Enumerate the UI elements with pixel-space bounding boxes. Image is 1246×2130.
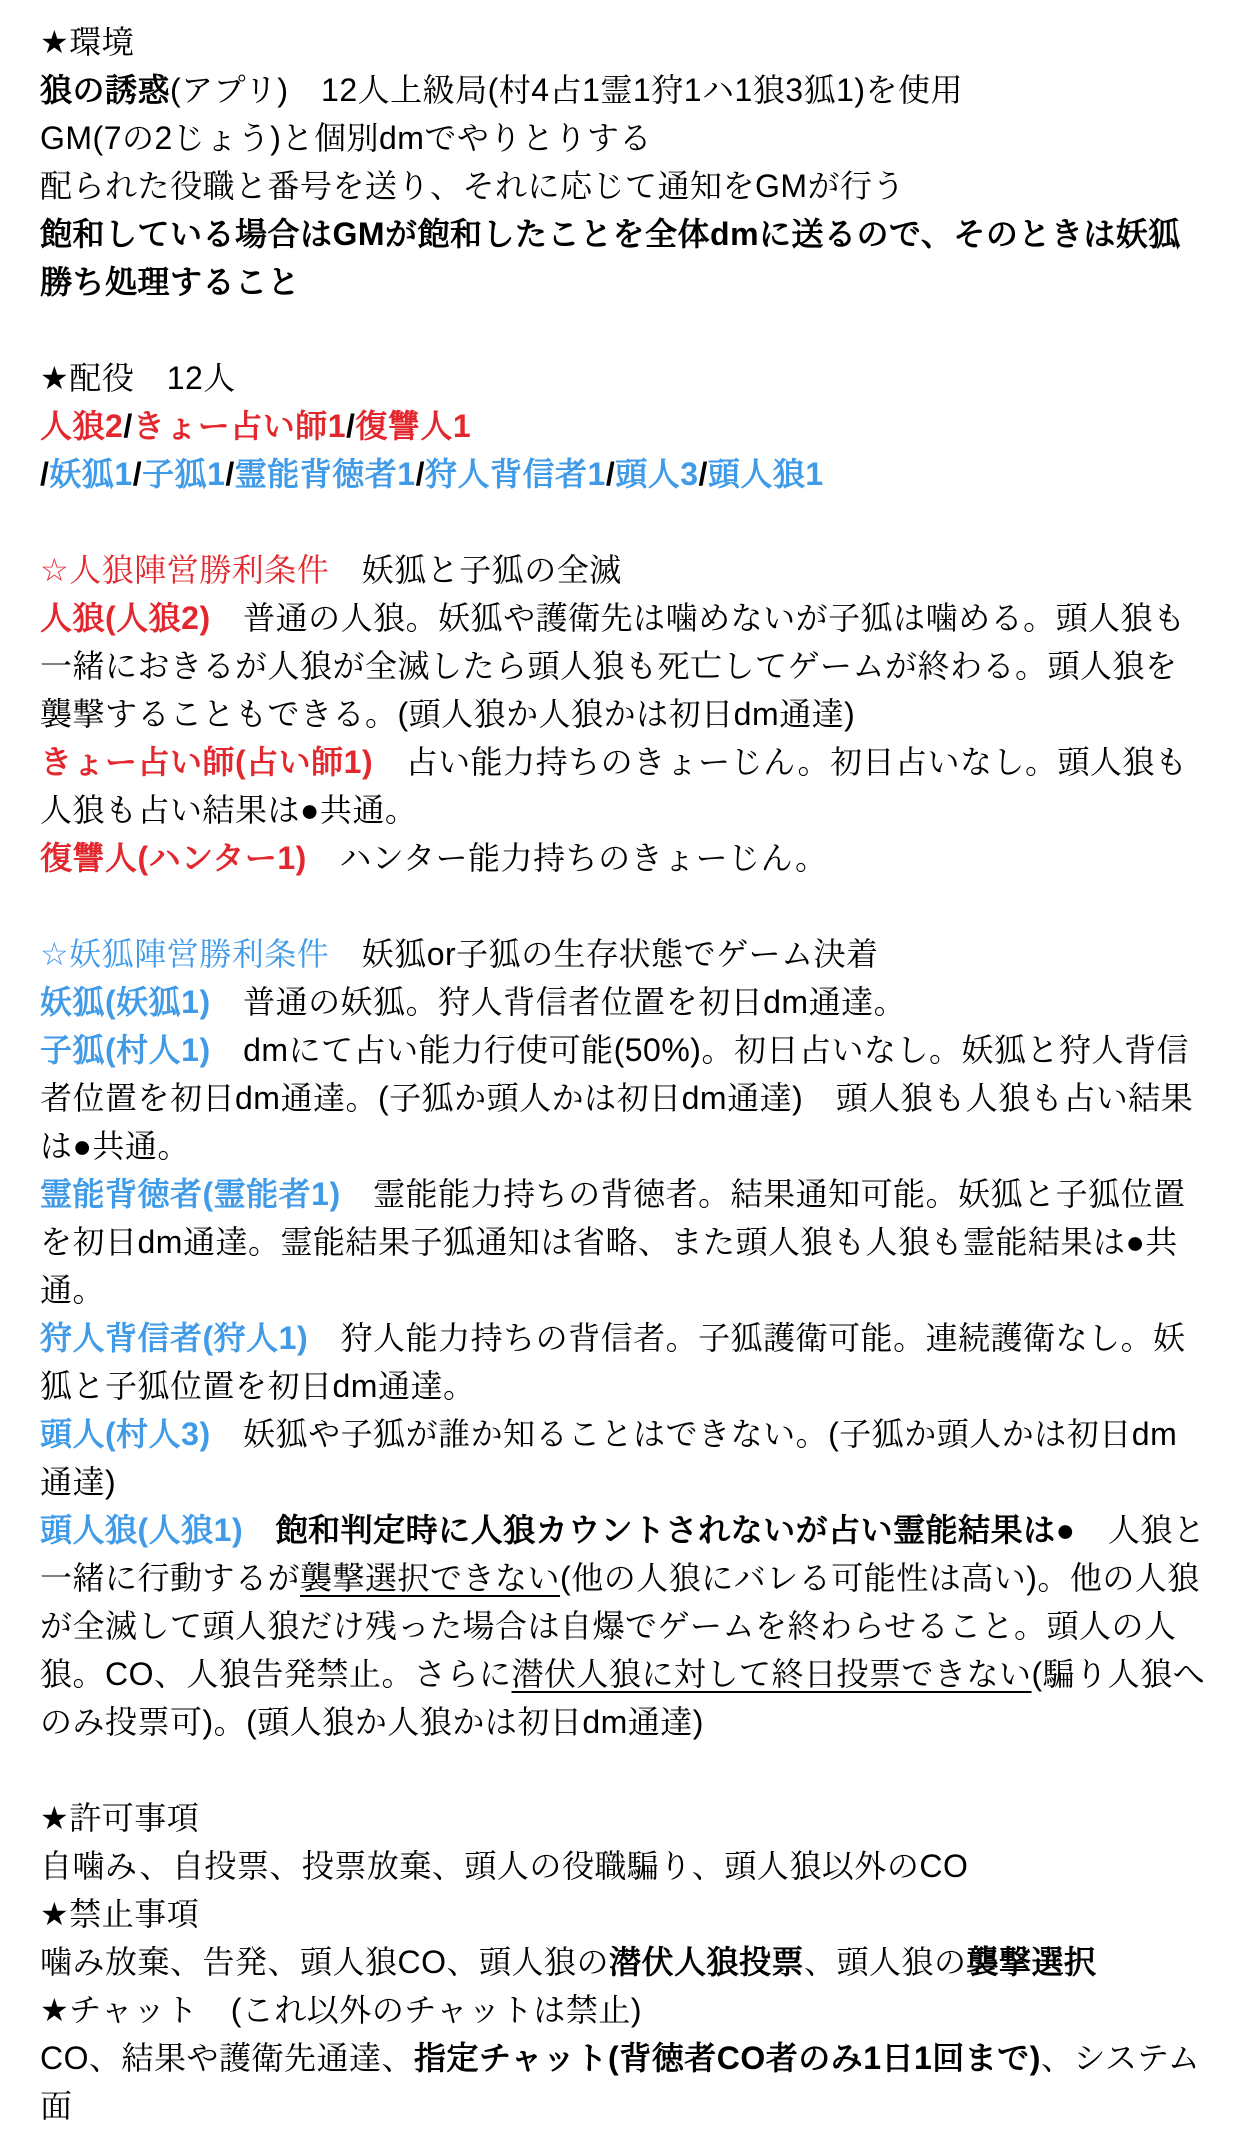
blank-line xyxy=(40,882,1206,930)
text-run: CO、結果や護衛先通達、 xyxy=(40,2040,415,2076)
paragraph xyxy=(40,1794,1206,1842)
text-run: (他の人狼にバレる可能性は高い)。他の人狼が全滅して頭人狼だけ残った場合は自爆でゲームを終わらせること。頭人の人狼。CO、人狼告発禁止。さらに xyxy=(40,1560,1200,1692)
paragraph xyxy=(40,1842,1206,1890)
paragraph xyxy=(40,1410,1206,1506)
text-run: ★チャット (これ以外のチャットは禁止) xyxy=(40,1992,643,2028)
paragraph xyxy=(40,114,1206,162)
paragraph xyxy=(40,1986,1206,2034)
text-run: 占い能力持ちのきょーじん。初日占いなし。頭人狼も人狼も占い結果は●共通。 xyxy=(40,744,1188,828)
text-run: 指定チャット(背徳者CO者のみ1日1回まで) xyxy=(414,2040,1041,2076)
text-run: 復讐人1 xyxy=(355,408,472,444)
text-run: (アプリ) 12人上級局(村4占1霊1狩1ハ1狼3狐1)を使用 xyxy=(170,72,964,108)
text-run: 霊能背徳者(霊能者1) xyxy=(40,1176,341,1212)
text-run: ハンター能力持ちのきょーじん。 xyxy=(306,840,828,876)
text-run: 潜伏人狼投票 xyxy=(609,1944,805,1980)
text-run: 子狐1 xyxy=(142,456,226,492)
text-run: / xyxy=(415,456,425,492)
text-run: ★許可事項 xyxy=(40,1800,200,1836)
paragraph xyxy=(40,1890,1206,1938)
text-run: ★環境 xyxy=(40,24,135,60)
text-run: 普通の妖狐。狩人背信者位置を初日dm通達。 xyxy=(210,984,907,1020)
paragraph xyxy=(40,450,1206,498)
text-run: 頭人狼1 xyxy=(707,456,824,492)
text-run: / xyxy=(346,408,356,444)
text-run: / xyxy=(132,456,143,492)
text-run: 妖狐や子狐が誰か知ることはできない。(子狐か頭人かは初日dm通達) xyxy=(40,1416,1178,1500)
text-run: 自噛み、自投票、投票放棄、頭人の役職騙り、頭人狼以外のCO xyxy=(40,1848,969,1884)
text-run: きょー占い師1 xyxy=(132,408,347,444)
text-run: 襲撃選択できない xyxy=(300,1560,561,1596)
paragraph xyxy=(40,738,1206,834)
text-run: 、システム面 xyxy=(40,2040,1201,2124)
text-run: 頭人狼(人狼1) xyxy=(40,1512,244,1548)
text-run: 妖狐(妖狐1) xyxy=(40,984,211,1020)
text-run: 飽和している場合はGMが飽和したことを全体dmに送るので、そのときは妖狐勝ち処理すること xyxy=(40,216,1181,300)
text-run: 狩人背信者1 xyxy=(425,456,606,492)
text-run: 普通の人狼。妖狐や護衛先は噛めないが子狐は噛める。頭人狼も一緒におきるが人狼が全滅したら頭人狼も死亡してゲームが終わる。頭人狼を襲撃することもできる。(頭人狼か人狼かは初日dm通達) xyxy=(40,600,1186,732)
text-run: / xyxy=(123,408,133,444)
blank-line xyxy=(40,1746,1206,1794)
text-run: ★配役 12人 xyxy=(40,360,236,396)
text-run: 復讐人(ハンター1) xyxy=(40,840,307,876)
text-run: GM(7の2じょう)と個別dmでやりとりする xyxy=(40,120,652,156)
paragraph xyxy=(40,594,1206,738)
text-run: 人狼(人狼2) xyxy=(40,600,211,636)
text-run: ★禁止事項 xyxy=(40,1896,200,1932)
blank-line xyxy=(40,306,1206,354)
blank-line xyxy=(40,498,1206,546)
text-run: 狼の誘惑 xyxy=(40,72,171,108)
text-run: ☆妖狐陣営勝利条件 xyxy=(40,936,330,972)
text-run: 潜伏人狼に対して終日投票できない xyxy=(511,1656,1032,1692)
paragraph xyxy=(40,66,1206,114)
paragraph xyxy=(40,546,1206,594)
text-run: 人狼と一緒に行動するが xyxy=(40,1512,1206,1596)
text-run: / xyxy=(698,456,708,492)
text-run: 飽和判定時に人狼カウントされないが占い霊能結果は● xyxy=(275,1512,1076,1548)
text-run: 、頭人狼の xyxy=(804,1944,967,1980)
text-run: 霊能背徳者1 xyxy=(234,456,416,492)
paragraph xyxy=(40,978,1206,1026)
paragraph xyxy=(40,354,1206,402)
paragraph xyxy=(40,930,1206,978)
text-run: 配られた役職と番号を送り、それに応じて通知をGMが行う xyxy=(40,168,906,204)
text-run: dmにて占い能力行使可能(50%)。初日占いなし。妖狐と狩人背信者位置を初日dm通達。(子狐か頭人かは初日dm通達) 頭人狼も人狼も占い結果は●共通。 xyxy=(40,1032,1194,1164)
text-run: 頭人(村人3) xyxy=(40,1416,211,1452)
text-run: / xyxy=(605,456,616,492)
paragraph xyxy=(40,1170,1206,1314)
text-run: 狩人能力持ちの背信者。子狐護衛可能。連続護衛なし。妖狐と子狐位置を初日dm通達。 xyxy=(40,1320,1186,1404)
text-run: 頭人3 xyxy=(615,456,699,492)
text-run: (騙り人狼へのみ投票可)。(頭人狼か人狼かは初日dm通達) xyxy=(40,1656,1206,1740)
text-run: 襲撃選択 xyxy=(966,1944,1097,1980)
paragraph xyxy=(40,1314,1206,1410)
text-run: 妖狐1 xyxy=(49,456,133,492)
paragraph xyxy=(40,1026,1206,1170)
text-run: 狩人背信者(狩人1) xyxy=(40,1320,309,1356)
paragraph xyxy=(40,210,1206,306)
paragraph xyxy=(40,1506,1206,1746)
text-run: 妖狐or子狐の生存状態でゲーム決着 xyxy=(329,936,879,972)
text-run: / xyxy=(40,456,50,492)
text-run: 子狐(村人1) xyxy=(40,1032,211,1068)
text-run: ☆人狼陣営勝利条件 xyxy=(40,552,330,588)
text-run: 人狼2 xyxy=(40,408,124,444)
text-run: 妖狐と子狐の全滅 xyxy=(329,552,622,588)
text-run xyxy=(243,1512,276,1548)
text-run: 噛み放棄、告発、頭人狼CO、頭人狼の xyxy=(40,1944,610,1980)
text-run: / xyxy=(225,456,235,492)
paragraph xyxy=(40,1938,1206,1986)
paragraph xyxy=(40,18,1206,66)
paragraph xyxy=(40,162,1206,210)
paragraph xyxy=(40,2034,1206,2130)
paragraph xyxy=(40,834,1206,882)
paragraph xyxy=(40,402,1206,450)
text-run: 霊能能力持ちの背徳者。結果通知可能。妖狐と子狐位置を初日dm通達。霊能結果子狐通知は省略、また頭人狼も人狼も霊能結果は●共通。 xyxy=(40,1176,1186,1308)
text-run: きょー占い師(占い師1) xyxy=(40,744,374,780)
